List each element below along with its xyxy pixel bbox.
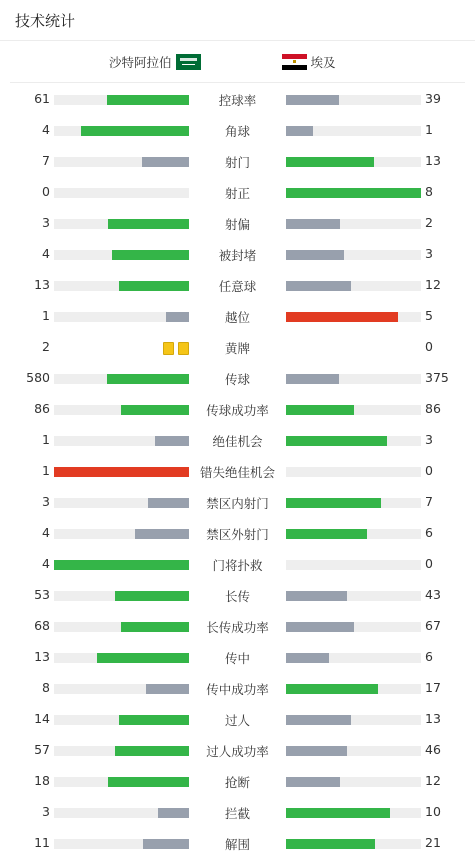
- away-bar: [286, 281, 421, 291]
- stat-label: 传球: [224, 372, 250, 387]
- stat-row: [0, 145, 475, 176]
- stat-label: 过人: [224, 713, 250, 728]
- home-bar: [54, 591, 189, 601]
- home-bar: [54, 126, 189, 136]
- stat-row: [0, 486, 475, 517]
- away-bar: [286, 622, 421, 632]
- away-bar-fill: [286, 591, 347, 601]
- away-value: 3: [425, 432, 433, 447]
- away-bar: [286, 219, 421, 229]
- stat-label: 错失绝佳机会: [199, 465, 275, 480]
- away-bar-fill: [286, 374, 339, 384]
- away-bar-fill: [286, 312, 398, 322]
- team-header: [10, 41, 465, 83]
- home-bar-fill: [146, 684, 189, 694]
- home-bar: [54, 374, 189, 384]
- home-bar-fill: [135, 529, 189, 539]
- away-bar: [286, 498, 421, 508]
- home-value: 1: [42, 463, 50, 478]
- home-bar-fill: [142, 157, 189, 167]
- away-bar: [286, 95, 421, 105]
- home-bar: [54, 157, 189, 167]
- away-value: 12: [425, 277, 441, 292]
- stat-label: 传球成功率: [206, 403, 269, 418]
- home-bar-fill: [119, 715, 189, 725]
- home-bar-fill: [148, 498, 189, 508]
- yellow-cards: [163, 342, 189, 355]
- away-bar-fill: [286, 126, 313, 136]
- away-bar: [286, 126, 421, 136]
- away-bar-fill: [286, 777, 340, 787]
- away-bar: [286, 436, 421, 446]
- away-bar-fill: [286, 281, 351, 291]
- home-value: 1: [42, 308, 50, 323]
- away-bar: [286, 746, 421, 756]
- stat-label: 长传: [224, 589, 250, 604]
- home-value: 11: [34, 835, 50, 850]
- home-team: [109, 53, 201, 71]
- stat-label: 过人成功率: [206, 744, 269, 759]
- away-bar-fill: [286, 746, 347, 756]
- home-team-name: 沙特阿拉伯: [108, 55, 172, 70]
- away-bar: [286, 529, 421, 539]
- stat-row: [0, 207, 475, 238]
- home-value: 4: [42, 122, 50, 137]
- away-bar-fill: [286, 498, 381, 508]
- away-bar: [286, 839, 421, 849]
- home-bar: [54, 219, 189, 229]
- away-bar-fill: [286, 219, 340, 229]
- home-value: 8: [42, 680, 50, 695]
- stat-label: 禁区内射门: [206, 496, 269, 511]
- home-value: 7: [42, 153, 50, 168]
- away-value: 6: [425, 525, 433, 540]
- stat-label: 解围: [224, 837, 250, 852]
- away-bar: [286, 467, 421, 477]
- away-value: 375: [425, 370, 449, 385]
- away-bar: [286, 684, 421, 694]
- away-bar: [286, 250, 421, 260]
- stat-row: [0, 300, 475, 331]
- stat-label: 长传成功率: [206, 620, 269, 635]
- away-value: 0: [425, 339, 433, 354]
- away-bar: [286, 374, 421, 384]
- stat-row: [0, 517, 475, 548]
- stat-label: 角球: [224, 124, 250, 139]
- home-bar: [54, 498, 189, 508]
- stat-label: 黄牌: [224, 341, 250, 356]
- stats-list: [0, 83, 475, 858]
- away-value: 67: [425, 618, 441, 633]
- stat-row: [0, 176, 475, 207]
- home-bar: [54, 188, 189, 198]
- home-bar-fill: [107, 374, 189, 384]
- away-value: 17: [425, 680, 441, 695]
- home-bar: [54, 808, 189, 818]
- home-bar: [54, 250, 189, 260]
- stat-label: 射正: [224, 186, 250, 201]
- home-value: 4: [42, 525, 50, 540]
- stat-row: [0, 83, 475, 114]
- away-bar: [286, 188, 421, 198]
- stat-row: [0, 703, 475, 734]
- away-bar-fill: [286, 157, 374, 167]
- home-bar-fill: [54, 560, 189, 570]
- home-value: 580: [26, 370, 50, 385]
- away-value: 3: [425, 246, 433, 261]
- home-bar: [54, 436, 189, 446]
- home-bar: [54, 405, 189, 415]
- away-bar-fill: [286, 436, 387, 446]
- home-bar-fill: [108, 219, 189, 229]
- home-bar: [54, 560, 189, 570]
- away-value: 21: [425, 835, 441, 850]
- home-bar-fill: [115, 746, 189, 756]
- away-value: 13: [425, 711, 441, 726]
- home-value: 1: [42, 432, 50, 447]
- away-bar-fill: [286, 622, 354, 632]
- away-value: 1: [425, 122, 433, 137]
- away-bar-fill: [286, 715, 351, 725]
- away-bar: [286, 157, 421, 167]
- away-bar: [286, 715, 421, 725]
- stat-label: 门将扑救: [212, 558, 263, 573]
- home-bar-fill: [155, 436, 189, 446]
- home-bar-fill: [121, 405, 189, 415]
- stat-row: [0, 827, 475, 858]
- stat-label: 抢断: [224, 775, 250, 790]
- away-bar-fill: [286, 188, 421, 198]
- away-value: 39: [425, 91, 441, 106]
- stat-label: 传中: [224, 651, 250, 666]
- home-value: 4: [42, 246, 50, 261]
- away-bar: [286, 591, 421, 601]
- away-bar-fill: [286, 529, 367, 539]
- home-value: 86: [34, 401, 50, 416]
- stat-label: 任意球: [218, 279, 257, 294]
- away-value: 10: [425, 804, 441, 819]
- home-bar: [54, 746, 189, 756]
- away-bar-fill: [286, 684, 378, 694]
- away-value: 12: [425, 773, 441, 788]
- home-value: 13: [34, 649, 50, 664]
- away-bar: [286, 777, 421, 787]
- stat-label: 被封堵: [218, 248, 257, 263]
- away-bar: [286, 405, 421, 415]
- stat-row: [0, 455, 475, 486]
- away-value: 0: [425, 463, 433, 478]
- home-value: 3: [42, 804, 50, 819]
- home-value: 2: [42, 339, 50, 354]
- home-bar: [54, 653, 189, 663]
- home-bar: [54, 529, 189, 539]
- home-bar-fill: [108, 777, 189, 787]
- home-bar: [54, 839, 189, 849]
- home-bar: [54, 684, 189, 694]
- stat-label: 控球率: [218, 93, 257, 108]
- stat-row: [0, 114, 475, 145]
- away-bar: [286, 312, 421, 322]
- away-value: 13: [425, 153, 441, 168]
- home-value: 13: [34, 277, 50, 292]
- away-value: 8: [425, 184, 433, 199]
- stat-label: 越位: [224, 310, 250, 325]
- yellow-card-icon: [163, 342, 174, 355]
- home-bar-fill: [54, 467, 189, 477]
- header: [0, 0, 475, 41]
- home-bar-fill: [166, 312, 189, 322]
- stat-label: 禁区外射门: [206, 527, 269, 542]
- home-value: 18: [34, 773, 50, 788]
- stat-row: [0, 765, 475, 796]
- home-bar-fill: [143, 839, 189, 849]
- stat-row: [0, 238, 475, 269]
- away-value: 6: [425, 649, 433, 664]
- home-bar: [54, 312, 189, 322]
- away-value: 46: [425, 742, 441, 757]
- home-bar: [54, 622, 189, 632]
- page-title: 技术统计: [15, 12, 76, 30]
- stat-row: [0, 269, 475, 300]
- home-value: 0: [42, 184, 50, 199]
- home-bar: [54, 95, 189, 105]
- away-value: 2: [425, 215, 433, 230]
- stat-row: [0, 734, 475, 765]
- home-bar: [54, 281, 189, 291]
- stat-row: [0, 610, 475, 641]
- home-bar-fill: [115, 591, 189, 601]
- away-bar: [286, 653, 421, 663]
- home-bar: [54, 467, 189, 477]
- away-bar-fill: [286, 95, 339, 105]
- stat-label: 射门: [224, 155, 250, 170]
- stat-row: [0, 796, 475, 827]
- home-value: 3: [42, 494, 50, 509]
- stat-row: [0, 362, 475, 393]
- stat-row: [0, 579, 475, 610]
- away-value: 5: [425, 308, 433, 323]
- home-value: 53: [34, 587, 50, 602]
- home-value: 61: [34, 91, 50, 106]
- stat-row: [0, 641, 475, 672]
- away-bar: [286, 560, 421, 570]
- home-value: 4: [42, 556, 50, 571]
- home-bar-fill: [107, 95, 189, 105]
- away-value: 86: [425, 401, 441, 416]
- stat-label: 传中成功率: [206, 682, 269, 697]
- home-bar: [54, 715, 189, 725]
- home-bar-fill: [121, 622, 189, 632]
- home-bar-fill: [158, 808, 189, 818]
- home-bar-fill: [119, 281, 189, 291]
- away-bar: [286, 808, 421, 818]
- away-bar-fill: [286, 653, 329, 663]
- home-value: 68: [34, 618, 50, 633]
- stat-row: [0, 331, 475, 362]
- stat-row: [0, 424, 475, 455]
- away-value: 7: [425, 494, 433, 509]
- stat-row: [0, 393, 475, 424]
- stat-label: 射偏: [224, 217, 250, 232]
- away-bar-fill: [286, 808, 390, 818]
- away-team-name: 埃及: [310, 55, 336, 70]
- home-bar-fill: [112, 250, 189, 260]
- home-value: 14: [34, 711, 50, 726]
- home-bar: [54, 777, 189, 787]
- home-value: 57: [34, 742, 50, 757]
- saudi-arabia-flag-icon: [176, 54, 201, 70]
- home-value: 3: [42, 215, 50, 230]
- home-bar-fill: [97, 653, 189, 663]
- away-bar-fill: [286, 839, 375, 849]
- yellow-card-icon: [178, 342, 189, 355]
- stat-label: 拦截: [224, 806, 250, 821]
- stat-row: [0, 548, 475, 579]
- stat-label: 绝佳机会: [212, 434, 263, 449]
- away-value: 0: [425, 556, 433, 571]
- away-team: [282, 53, 336, 71]
- egypt-flag-icon: [282, 54, 307, 70]
- away-bar-fill: [286, 405, 354, 415]
- home-bar-fill: [81, 126, 189, 136]
- away-bar-fill: [286, 250, 344, 260]
- away-value: 43: [425, 587, 441, 602]
- stat-row: [0, 672, 475, 703]
